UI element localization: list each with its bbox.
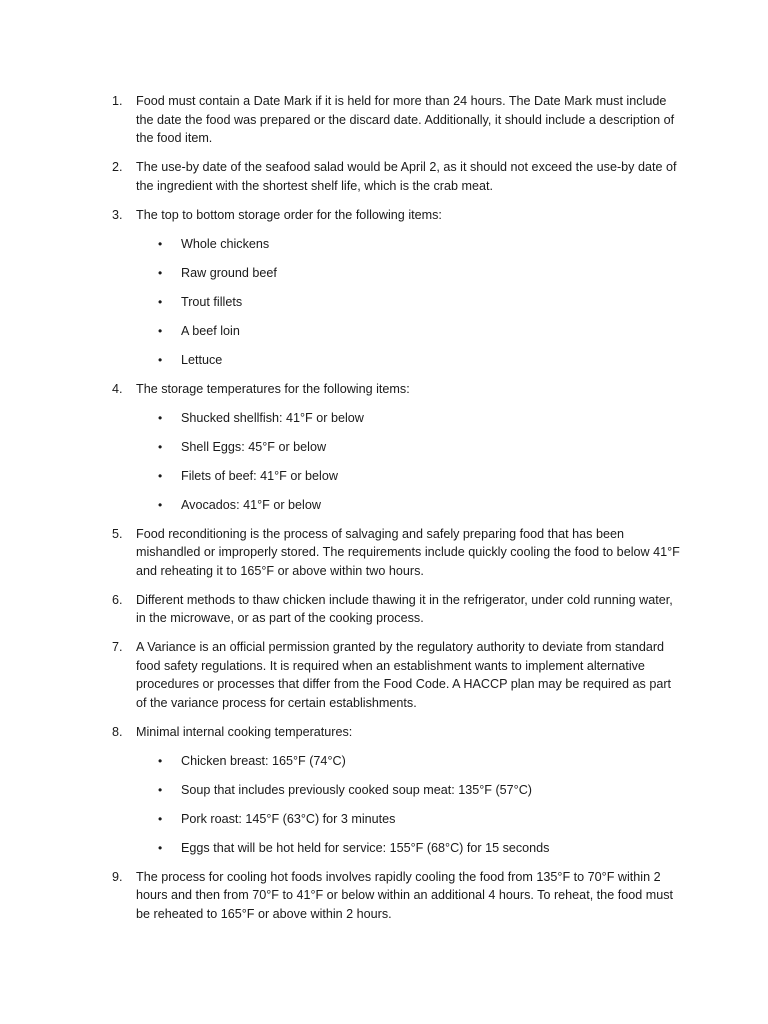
- cooking-temperature-list: [136, 752, 682, 858]
- sub-list-item: [136, 839, 682, 858]
- bullet-icon: •: [158, 294, 163, 309]
- item-number: 2.: [112, 160, 123, 174]
- sub-item-text: Pork roast: 145°F (63°C) for 3 minutes: [181, 811, 396, 826]
- sub-list-item: [136, 496, 682, 515]
- sub-item-text: Whole chickens: [181, 236, 270, 251]
- sub-list-item: [136, 781, 682, 800]
- item-text: The process for cooling hot foods involves rapidly cooling the food from 135°F to 70°F within 2 hours and then from 70°F to 41°F or below within an additional 4 hours. To reheat, the food must be reheated to 165°F or above within 2 hours.: [136, 869, 673, 921]
- bullet-icon: •: [158, 236, 163, 251]
- storage-temperature-list: [136, 409, 682, 515]
- sub-item-text: Filets of beef: 41°F or below: [181, 468, 338, 483]
- item-number: 6.: [112, 592, 123, 607]
- bullet-icon: •: [158, 497, 163, 512]
- item-text: Food must contain a Date Mark if it is held for more than 24 hours. The Date Mark must include the date the food was prepared or the discard date. Additionally, it should include a description of the food item.: [136, 94, 675, 145]
- item-text: The storage temperatures for the following items:: [136, 381, 410, 396]
- list-item: [112, 723, 682, 858]
- sub-list-item: [136, 322, 682, 341]
- sub-item-text: Soup that includes previously cooked soup meat: 135°F (57°C): [181, 782, 532, 797]
- sub-list-item: [136, 293, 682, 312]
- list-item: [112, 206, 682, 370]
- storage-order-list: [136, 235, 682, 370]
- item-number: 8.: [112, 724, 123, 739]
- sub-item-text: Avocados: 41°F or below: [181, 497, 321, 512]
- bullet-icon: •: [158, 811, 163, 826]
- sub-item-text: Shell Eggs: 45°F or below: [181, 439, 327, 454]
- item-number: 9.: [112, 869, 123, 884]
- item-number: 3.: [112, 207, 123, 222]
- item-number: 1.: [112, 94, 123, 108]
- item-text: Food reconditioning is the process of salvaging and safely preparing food that has been mishandled or improperly stored. The requirements include quickly cooling the food to below 41°F and reheating it to 165°F or above within two hours.: [136, 526, 680, 578]
- sub-list-item: [136, 810, 682, 829]
- bullet-icon: •: [158, 265, 163, 280]
- bullet-icon: •: [158, 323, 163, 338]
- sub-list-item: [136, 264, 682, 283]
- bullet-icon: •: [158, 468, 163, 483]
- sub-item-text: Eggs that will be hot held for service: 155°F (68°C) for 15 seconds: [181, 840, 550, 855]
- bullet-icon: •: [158, 352, 163, 367]
- bullet-icon: •: [158, 840, 163, 855]
- bullet-icon: •: [158, 439, 163, 454]
- list-item: [112, 591, 682, 628]
- list-item: [112, 868, 682, 924]
- sub-list-item: [136, 351, 682, 370]
- list-item: [112, 525, 682, 581]
- sub-list-item: [136, 467, 682, 486]
- sub-list-item: [136, 235, 682, 254]
- sub-item-text: Lettuce: [181, 352, 223, 367]
- bullet-icon: •: [158, 410, 163, 425]
- sub-item-text: Shucked shellfish: 41°F or below: [181, 410, 364, 425]
- sub-item-text: Chicken breast: 165°F (74°C): [181, 753, 346, 768]
- item-number: 5.: [112, 526, 123, 541]
- list-item: [112, 92, 682, 148]
- list-item: [112, 638, 682, 712]
- item-text: Minimal internal cooking temperatures:: [136, 724, 353, 739]
- sub-list-item: [136, 752, 682, 771]
- item-text: Different methods to thaw chicken include thawing it in the refrigerator, under cold running water, in the microwave, or as part of the cooking process.: [136, 592, 673, 625]
- item-text: The top to bottom storage order for the following items:: [136, 207, 442, 222]
- sub-item-text: Raw ground beef: [181, 265, 277, 280]
- answer-list: [112, 92, 682, 934]
- list-item: [112, 380, 682, 515]
- list-item: [112, 158, 682, 195]
- item-text: A Variance is an official permission granted by the regulatory authority to deviate from standard food safety regulations. It is required when an establishment wants to implement alternative procedures or processes that differ from the Food Code. A HACCP plan may be required as part of the variance process for certain establishments.: [136, 640, 672, 710]
- sub-item-text: A beef loin: [181, 323, 240, 338]
- bullet-icon: •: [158, 753, 163, 768]
- bullet-icon: •: [158, 782, 163, 797]
- item-number: 7.: [112, 640, 123, 654]
- sub-list-item: [136, 409, 682, 428]
- item-number: 4.: [112, 381, 123, 396]
- sub-list-item: [136, 438, 682, 457]
- sub-item-text: Trout fillets: [181, 294, 243, 309]
- item-text: The use-by date of the seafood salad would be April 2, as it should not exceed the use-by date of the ingredient with the shortest shelf life, which is the crab meat.: [136, 160, 677, 193]
